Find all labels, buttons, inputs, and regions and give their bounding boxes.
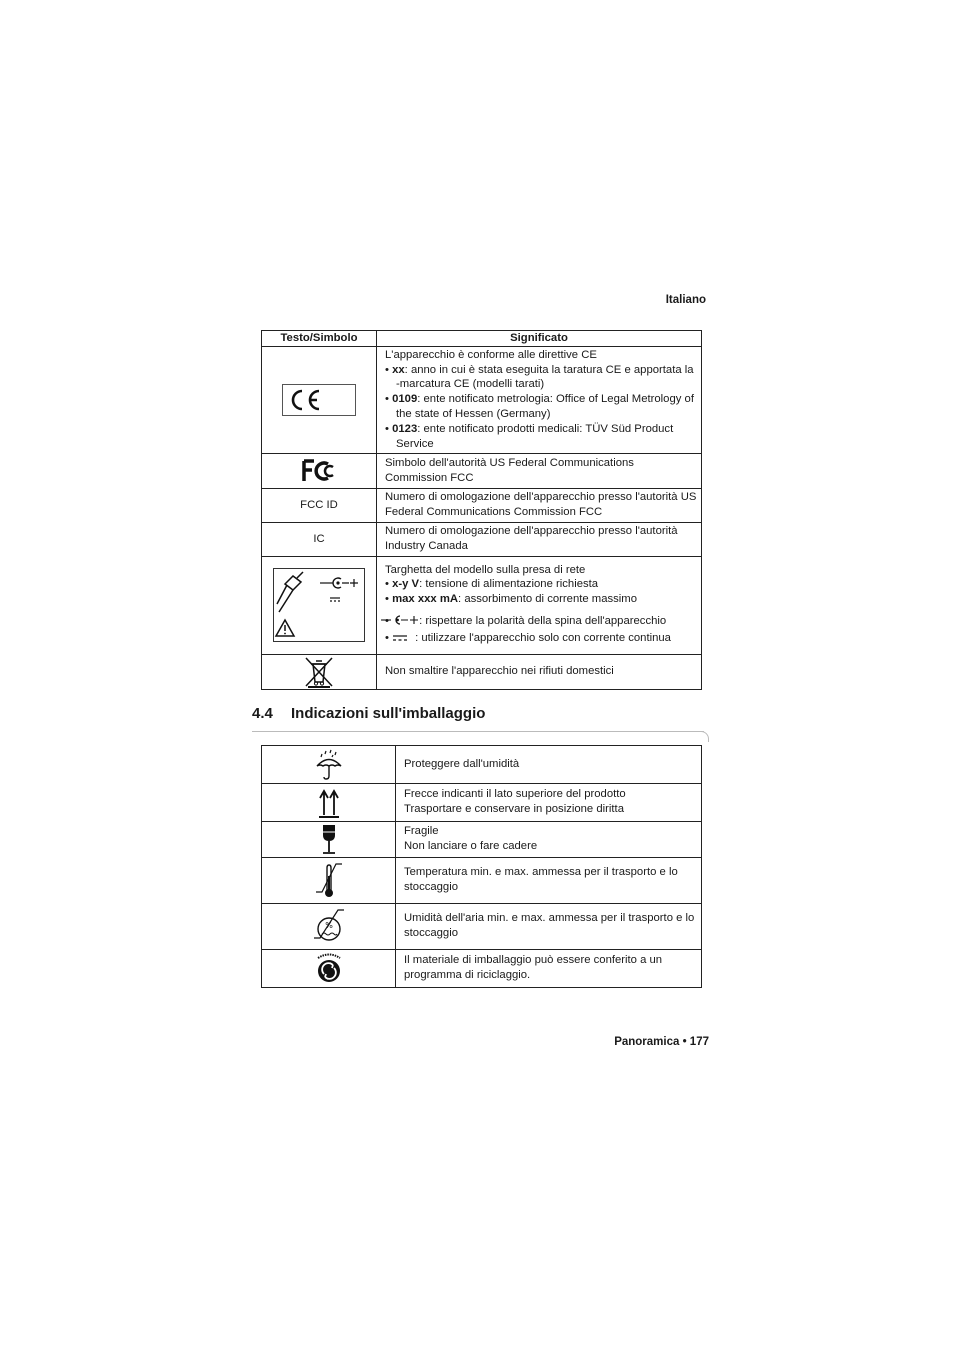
- row-text: Numero di omologazione dell'apparecchio presso l'autorità Industry Canada: [377, 522, 702, 556]
- list-item: • : utilizzare l'apparecchio solo con corrente continua: [385, 631, 697, 647]
- column-header-symbol: Testo/Simbolo: [262, 331, 377, 347]
- row-line: Umidità dell'aria min. e max. ammessa per il trasporto e lo stoccaggio: [404, 911, 695, 939]
- symbol-text: FCC ID: [262, 489, 377, 523]
- list-item: • 0109: ente notificato metrologia: Office of Legal Metrology of the state of Hessen (Germany): [385, 393, 694, 420]
- section-title: Indicazioni sull'imballaggio: [291, 705, 486, 722]
- power-adapter-label-icon: [262, 568, 376, 642]
- bullet-list: [385, 363, 697, 452]
- row-line: Trasportare e conservare in posizione diritta: [404, 803, 624, 815]
- dc-current-icon: [402, 632, 409, 647]
- row-line: Fragile: [404, 825, 439, 837]
- row-line: Proteggere dall'umidità: [404, 757, 520, 770]
- row-line: Il materiale di imballaggio può essere conferito a un programma di riciclaggio.: [404, 953, 663, 981]
- section-number: 4.4: [252, 705, 273, 722]
- table-row: [262, 903, 702, 949]
- temperature-limit-icon: [262, 860, 395, 900]
- table-row: [262, 654, 702, 689]
- recycling-icon: [262, 952, 395, 984]
- row-line: Frecce indicanti il lato superiore del prodotto: [404, 788, 626, 801]
- table-row: [262, 489, 702, 523]
- row-intro: L'apparecchio è conforme alle direttive CE: [385, 348, 597, 361]
- table-row: [262, 556, 702, 654]
- row-line: Non lanciare o fare cadere: [404, 839, 538, 852]
- section-divider-cap: [698, 731, 709, 742]
- crossed-bin-icon: [262, 656, 376, 688]
- page-footer: Panoramica • 177: [614, 1036, 709, 1048]
- row-text: Numero di omologazione dell'apparecchio presso l'autorità US Federal Communications Commission FCC: [377, 489, 702, 523]
- bullet-list: [385, 577, 697, 607]
- language-label: Italiano: [665, 294, 706, 306]
- table-row: [262, 746, 702, 784]
- list-item: • : rispettare la polarità della spina dell'apparecchio: [385, 614, 697, 631]
- table-row: [262, 949, 702, 987]
- table-row: [262, 822, 702, 858]
- row-intro: Targhetta del modello sulla presa di rete: [385, 563, 586, 576]
- symbol-text: IC: [262, 522, 377, 556]
- fcc-logo-icon: [262, 459, 376, 483]
- table-row: [262, 522, 702, 556]
- column-header-meaning: Significato: [377, 331, 702, 347]
- table-row: [262, 346, 702, 454]
- table-header-row: [262, 331, 702, 347]
- table-row: [262, 784, 702, 822]
- list-item: • xx: anno in cui è stata eseguita la taratura CE e apportata la -marcatura CE (modelli tarati): [385, 363, 694, 391]
- umbrella-rain-icon: [262, 749, 395, 781]
- list-item: • max xxx mA: assorbimento di corrente massimo: [385, 593, 637, 606]
- packaging-symbols-table: [261, 745, 702, 988]
- section-divider: [252, 731, 704, 732]
- symbols-table: [261, 330, 702, 690]
- this-way-up-arrows-icon: [262, 787, 395, 819]
- list-item: • x-y V: tensione di alimentazione richiesta: [385, 578, 599, 591]
- svg-text:%: %: [324, 921, 333, 931]
- section-heading: [252, 705, 485, 722]
- table-row: [262, 454, 702, 489]
- polarity-symbol-icon: [392, 614, 419, 631]
- row-line: Temperatura min. e max. ammessa per il trasporto e lo stoccaggio: [404, 865, 678, 893]
- humidity-limit-icon: [262, 906, 395, 946]
- list-item: • 0123: ente notificato prodotti medicali: TÜV Süd Product Service: [385, 422, 674, 450]
- table-row: [262, 857, 702, 903]
- ce-mark-icon: [262, 384, 376, 416]
- fragile-glass-icon: [262, 823, 395, 855]
- row-text: Non smaltire l'apparecchio nei rifiuti domestici: [377, 654, 702, 689]
- row-text: Simbolo dell'autorità US Federal Communications Commission FCC: [377, 454, 702, 489]
